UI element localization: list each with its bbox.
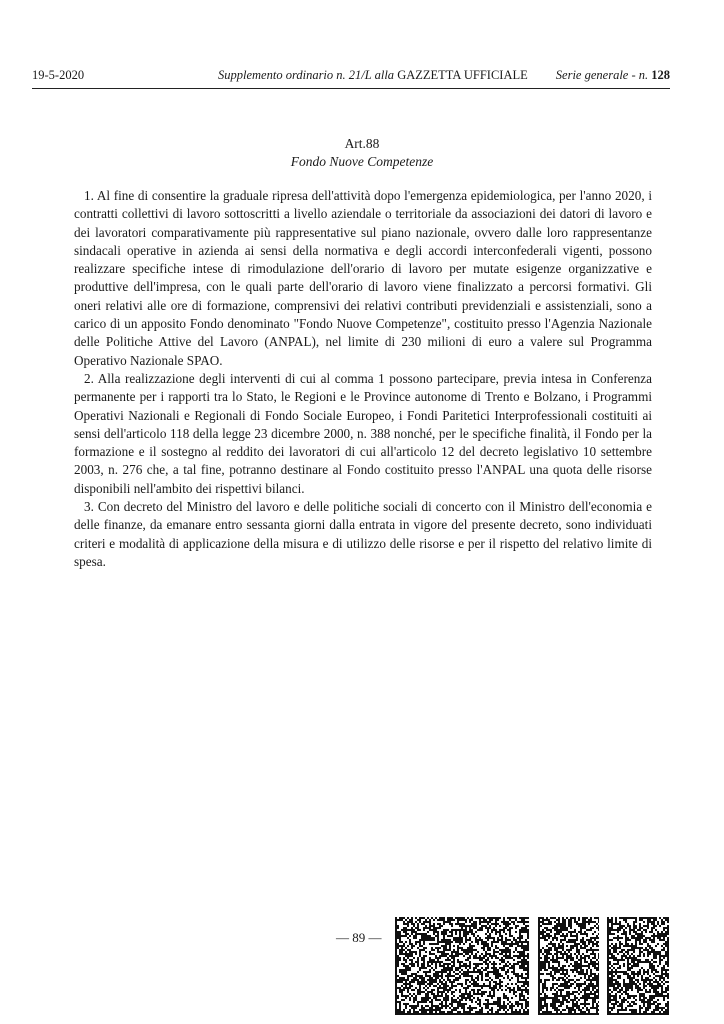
article-body (74, 187, 652, 571)
article-title: Fondo Nuove Competenze (290, 154, 434, 169)
paragraph-1: 1. Al fine di consentire la graduale ripresa dell'attività dopo l'emergenza epidemiologica, per l'anno 2020, i contratti collettivi di lavoro sottoscritti a livello aziendale o territoriale da associazioni dei datori di lavoro e dei lavoratori comparativamente più rappresentative sul piano nazionale, ovvero dalle loro rappresentanze sindacali operative in azienda ai sensi della normativa e degli accordi interconfederali vigenti, possono realizzare specifiche intese di rimodulazione dell'orario di lavoro per mutate esigenze organizzative e produttive dell'impresa, con le quali parte dell'orario di lavoro viene finalizzato a percorsi formativi. Gli oneri relativi alle ore di formazione, comprensivi dei relativi contributi previdenziali e assistenziali, sono a carico di un apposito Fondo denominato "Fondo Nuove Competenze", costituito presso l'Agenzia Nazionale delle Politiche Attive del Lavoro (ANPAL), nel limite di 230 milioni di euro a valere sul Programma Operativo Nazionale SPAO. (74, 188, 652, 368)
header-series-label: Serie generale - n. (555, 68, 649, 82)
datamatrix-code-icon (607, 917, 669, 1015)
header-series (556, 66, 670, 84)
datamatrix-code-icon (538, 917, 599, 1015)
article-number: Art.88 (344, 136, 380, 151)
datamatrix-code-graphic (607, 917, 669, 1015)
datamatrix-code-icon (395, 917, 529, 1015)
header-rule (32, 88, 670, 89)
header-gazette: GAZZETTA UFFICIALE (397, 68, 528, 82)
header-issue-number: 128 (651, 68, 670, 82)
datamatrix-code-graphic (395, 917, 529, 1015)
header-publication (218, 66, 528, 84)
header-supplement: Supplemento ordinario n. 21/L alla (218, 68, 395, 82)
page-header (32, 66, 670, 84)
header-date: 19-5-2020 (32, 68, 85, 82)
article-heading (0, 135, 724, 171)
paragraph-3: 3. Con decreto del Ministro del lavoro e delle politiche sociali di concerto con il Ministro dell'economia e delle finanze, da emanare entro sessanta giorni dalla entrata in vigore del presente decreto, sono individuati criteri e modalità di applicazione della misura e di utilizzo delle risorse e per il rispetto del relativo limite di spesa. (74, 499, 652, 569)
page-number: — 89 — (336, 930, 382, 945)
datamatrix-code-graphic (538, 917, 599, 1015)
paragraph-2: 2. Alla realizzazione degli interventi di cui al comma 1 possono partecipare, previa intesa in Conferenza permanente per i rapporti tra lo Stato, le Regioni e le Province autonome di Trento e Bolzano, i Programmi Operativi Nazionali e Regionali di Fondo Sociale Europeo, i Fondi Paritetici Interprofessionali costituiti ai sensi dell'articolo 118 della legge 23 dicembre 2000, n. 388 nonché, per le specifiche finalità, il Fondo per la formazione e il sostegno al reddito dei lavoratori di cui all'articolo 12 del decreto legislativo 10 settembre 2003, n. 276 che, a tal fine, potranno destinare al Fondo costituito presso l'ANPAL una quota delle risorse disponibili nell'ambito dei rispettivi bilanci. (74, 370, 652, 496)
